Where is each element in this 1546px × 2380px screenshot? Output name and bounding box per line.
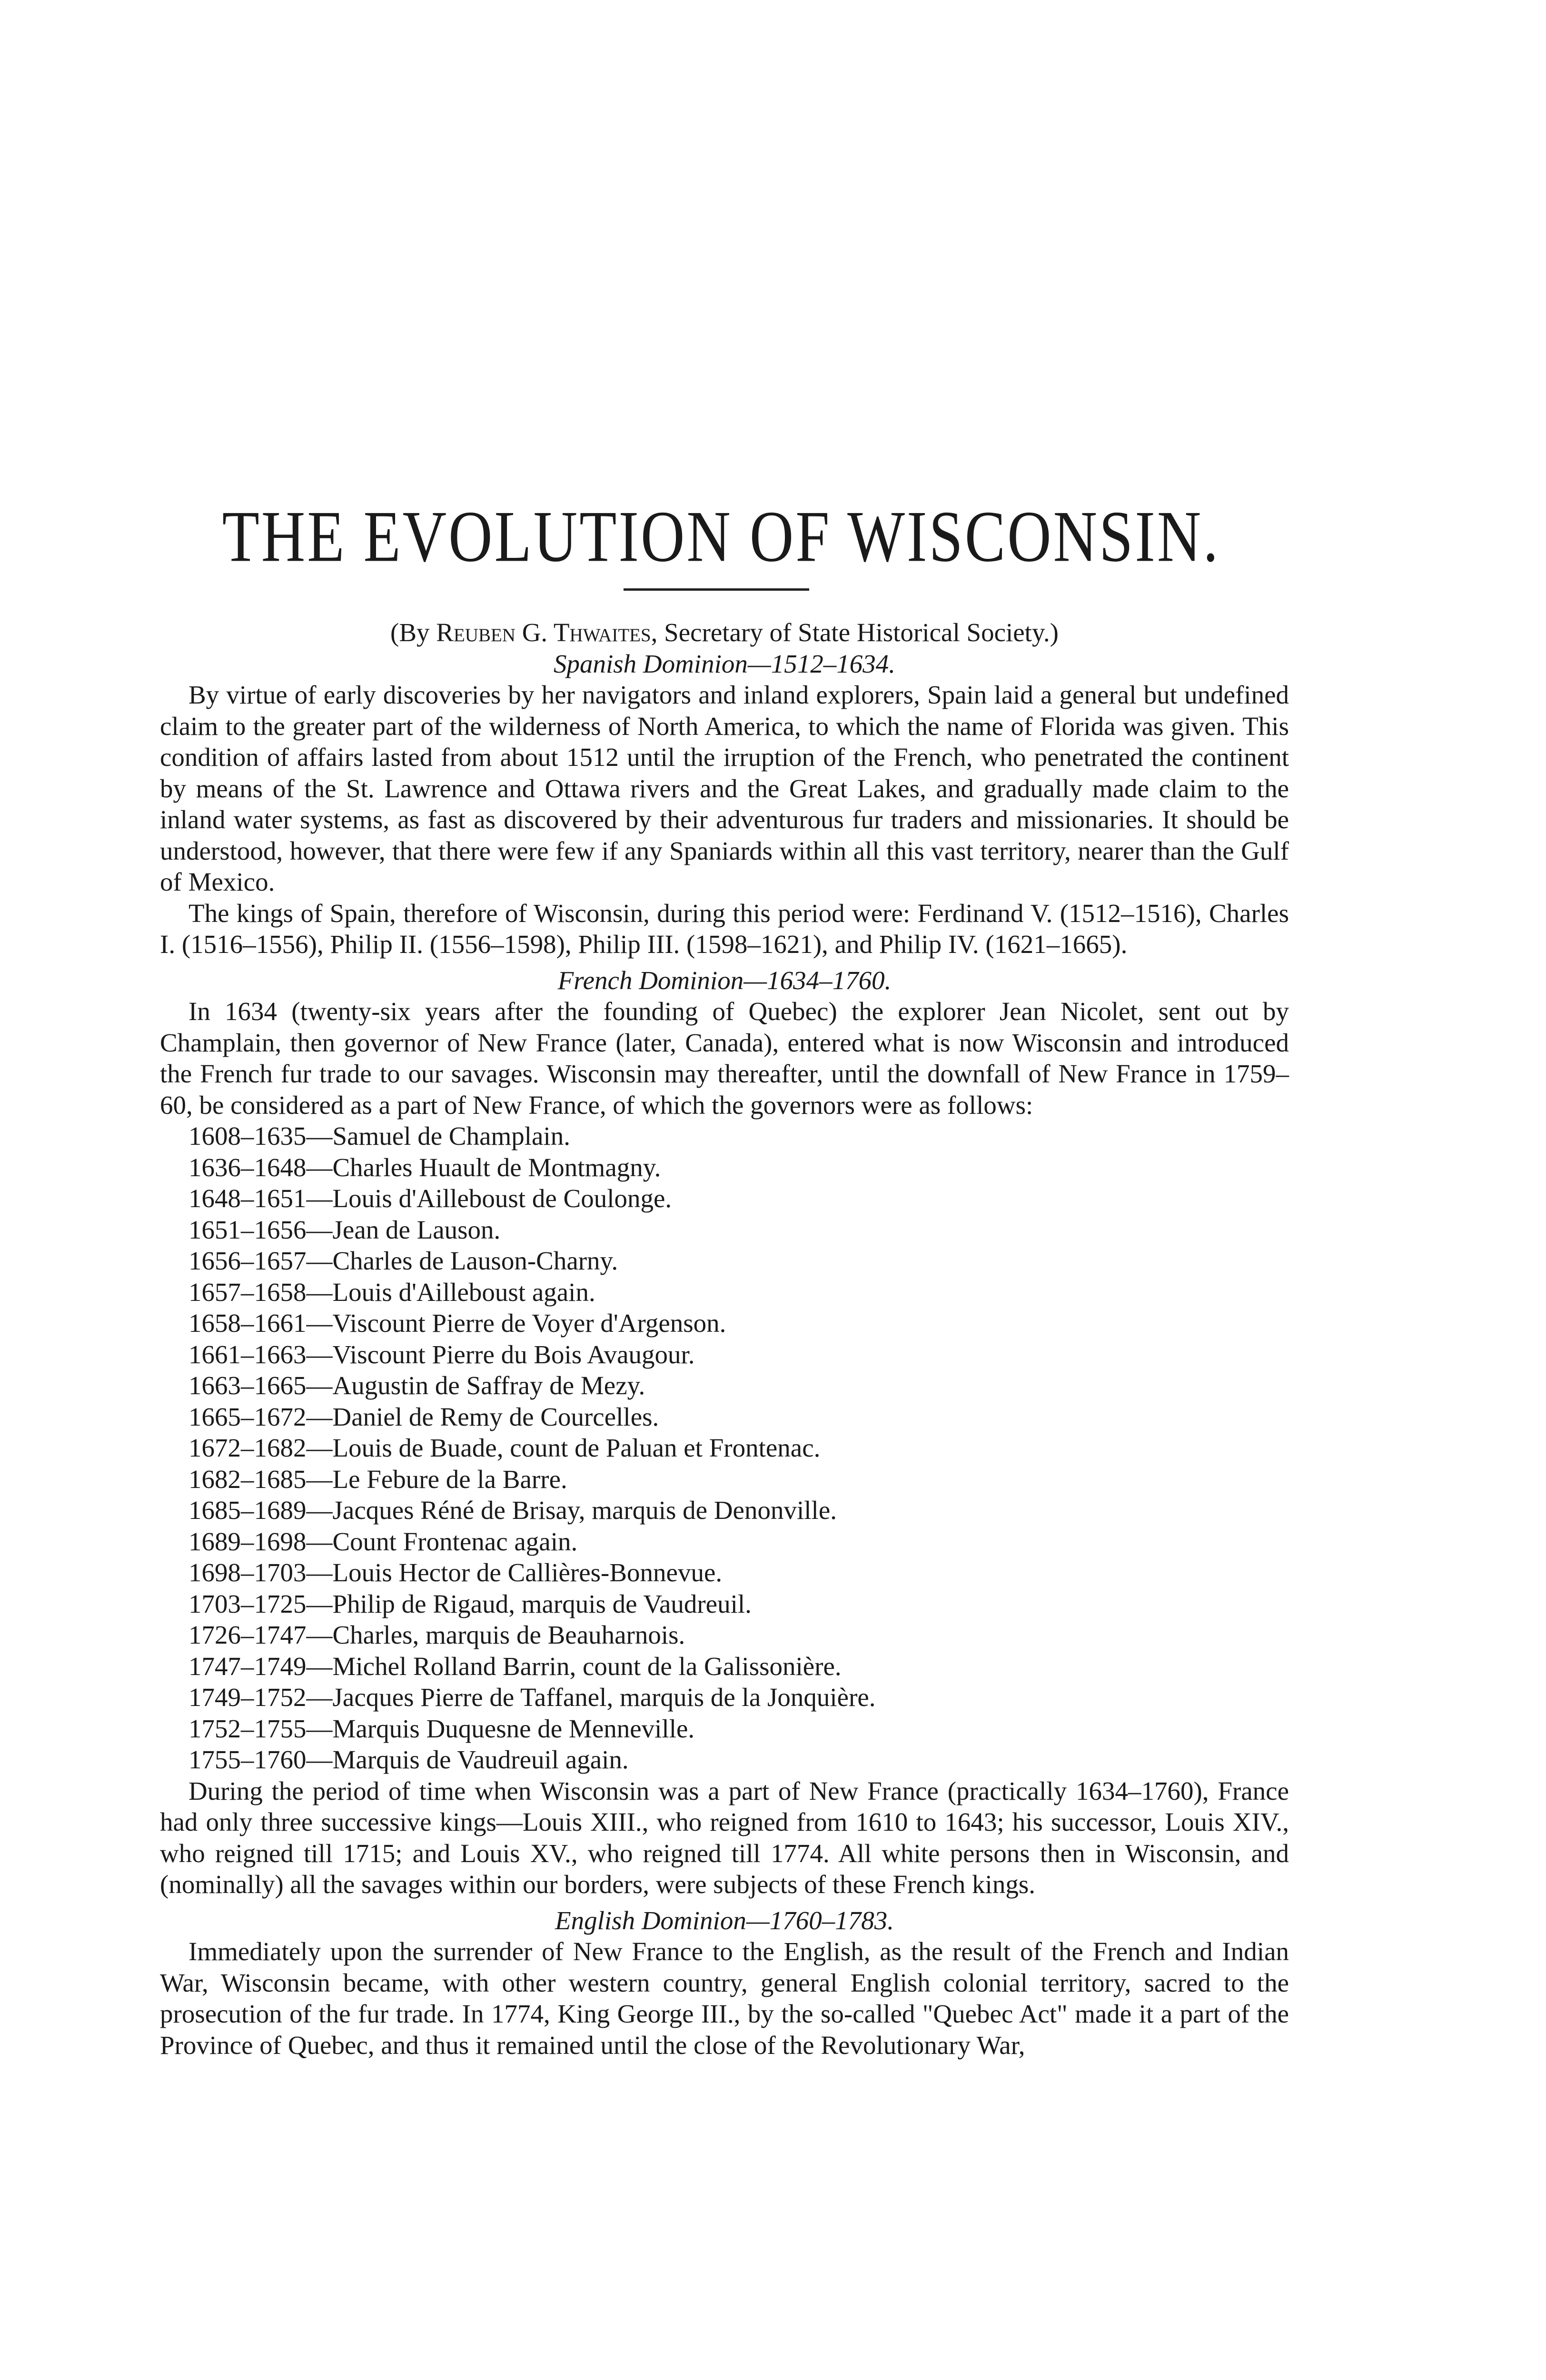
governors-list [160,1121,1289,1775]
governor-item: 1648–1651—Louis d'Ailleboust de Coulonge. [188,1184,672,1213]
governor-item: 1752–1755—Marquis Duquesne de Menneville. [188,1714,695,1743]
section-heading-spanish: Spanish Dominion—1512–1634. [553,649,896,678]
byline-prefix: (By [390,618,436,647]
governor-item: 1685–1689—Jacques Réné de Brisay, marquis de Denonville. [188,1496,837,1525]
governor-item: 1657–1658—Louis d'Ailleboust again. [188,1277,595,1307]
governor-item: 1672–1682—Louis de Buade, count de Paluan et Frontenac. [188,1433,821,1462]
governor-item: 1703–1725—Philip de Rigaud, marquis de Vaudreuil. [188,1589,752,1618]
governor-item: 1749–1752—Jacques Pierre de Taffanel, marquis de la Jonquière. [188,1683,876,1712]
governor-item: 1608–1635—Samuel de Champlain. [188,1121,570,1150]
byline [160,617,1289,648]
governor-item: 1689–1698—Count Frontenac again. [188,1527,578,1556]
byline-author: Reuben G. Thwaites [436,618,651,647]
section-heading-english: English Dominion—1760–1783. [555,1905,894,1935]
governor-item: 1755–1760—Marquis de Vaudreuil again. [188,1745,629,1774]
governor-item: 1651–1656—Jean de Lauson. [188,1215,501,1244]
paragraph-french-closing: During the period of time when Wisconsin was a part of New France (practically 1634–1760), France had only three successive kings—Louis XIII., who reigned from 1610 to 1643; his successor, Louis XIV., who reigned till 1715; and Louis XV., who reigned till 1774. All white persons then in Wisconsin, and (nominally) all the savages within our borders, were subjects of these French kings. [160,1776,1289,1899]
page-title: THE EVOLUTION OF WISCONSIN. [222,496,1220,577]
governor-item: 1665–1672—Daniel de Remy de Courcelles. [188,1402,659,1431]
article-body [160,617,1289,2061]
governor-item: 1726–1747—Charles, marquis de Beauharnois. [188,1620,685,1649]
governor-item: 1636–1648—Charles Huault de Montmagny. [188,1152,661,1182]
section-heading-french: French Dominion—1634–1760. [557,965,892,995]
paragraph-spanish-2: The kings of Spain, therefore of Wisconsin, during this period were: Ferdinand V. (1512–1516), Charles I. (1516–1556), Philip II. (1556–1598), Philip III. (1598–1621), and Philip IV. (1621–1665). [160,898,1289,959]
governor-item: 1747–1749—Michel Rolland Barrin, count de la Galissonière. [188,1651,842,1681]
governor-item: 1656–1657—Charles de Lauson-Charny. [188,1246,618,1275]
byline-suffix: , Secretary of State Historical Society.) [651,618,1059,647]
governor-item: 1682–1685—Le Febure de la Barre. [188,1464,567,1494]
title-rule [624,588,809,591]
governor-item: 1698–1703—Louis Hector de Callières-Bonnevue. [188,1558,723,1587]
governor-item: 1663–1665—Augustin de Saffray de Mezy. [188,1371,645,1400]
paragraph-english: Immediately upon the surrender of New France to the English, as the result of the French and Indian War, Wisconsin became, with other western country, general English colonial territory, sacred to the prosecution of the fur trade. In 1774, King George III., by the so-called "Quebec Act" made it a part of the Province of Quebec, and thus it remained until the close of the Revolutionary War, [160,1937,1289,2060]
governor-item: 1658–1661—Viscount Pierre de Voyer d'Argenson. [188,1309,726,1338]
governor-item: 1661–1663—Viscount Pierre du Bois Avaugour. [188,1339,695,1369]
paragraph-french-intro: In 1634 (twenty-six years after the founding of Quebec) the explorer Jean Nicolet, sent out by Champlain, then governor of New France (later, Canada), entered what is now Wisconsin and introduced the French fur trade to our savages. Wisconsin may thereafter, until the downfall of New France in 1759–60, be considered as a part of New France, of which the governors were as follows: [160,997,1289,1120]
paragraph-spanish-1: By virtue of early discoveries by her navigators and inland explorers, Spain laid a general but undefined claim to the greater part of the wilderness of North America, to which the name of Florida was given. This condition of affairs lasted from about 1512 until the irruption of the French, who penetrated the continent by means of the St. Lawrence and Ottawa rivers and the Great Lakes, and gradually made claim to the inland water systems, as fast as discovered by their adventurous fur traders and missionaries. It should be understood, however, that there were few if any Spaniards within all this vast territory, nearer than the Gulf of Mexico. [160,680,1289,896]
